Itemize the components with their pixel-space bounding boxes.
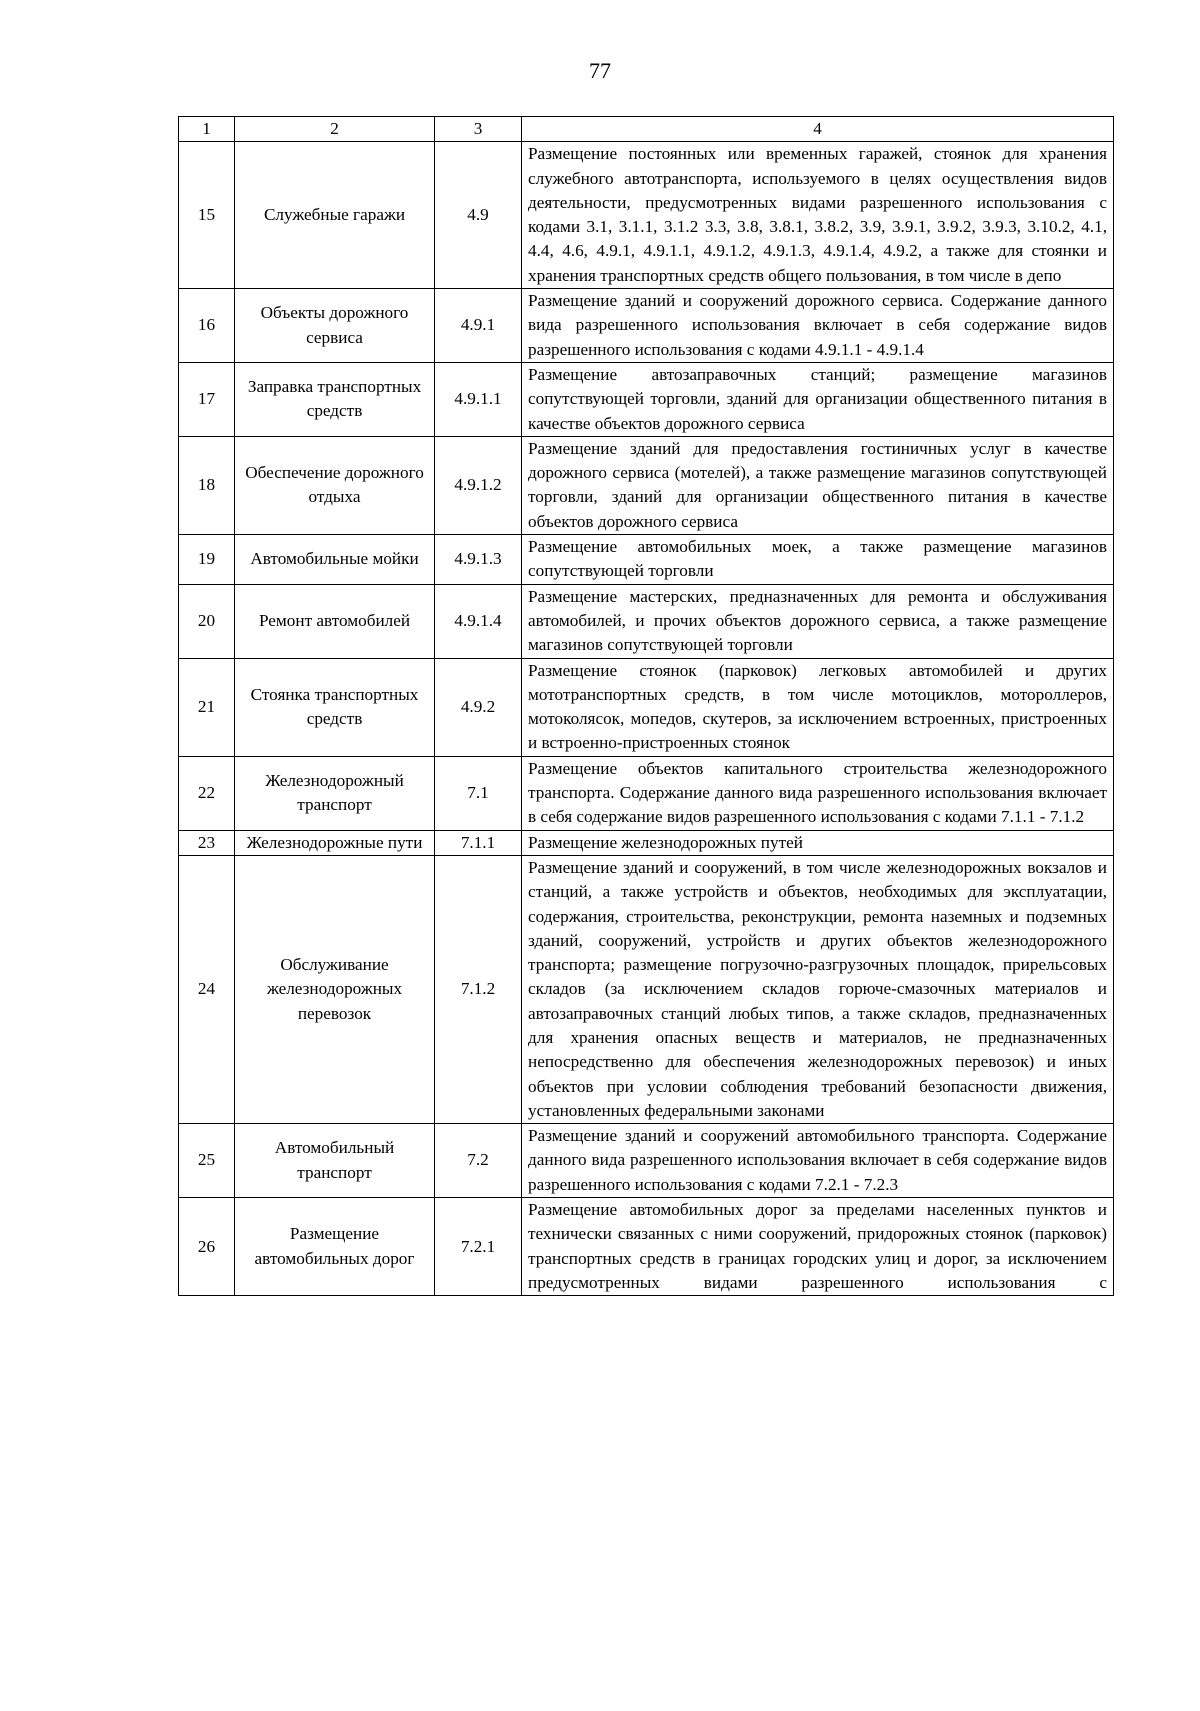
column-header: 2 [235, 117, 435, 142]
column-header: 1 [179, 117, 235, 142]
use-type-name: Автомобильные мойки [235, 535, 435, 585]
use-type-code: 7.2.1 [435, 1198, 522, 1296]
use-type-name: Железнодорожный транспорт [235, 756, 435, 830]
use-type-description: Размещение зданий и сооружений дорожного сервиса. Содержание данного вида разрешенного использования включает в себя содержание видов разрешенного использования с кодами 4.9.1.1 - 4.9.1.4 [522, 289, 1114, 363]
use-type-name: Заправка транспортных средств [235, 362, 435, 436]
use-type-name: Обеспечение дорожного отдыха [235, 436, 435, 534]
use-type-description: Размещение железнодорожных путей [522, 830, 1114, 855]
column-header: 4 [522, 117, 1114, 142]
table-row [179, 289, 1114, 363]
use-type-name: Ремонт автомобилей [235, 584, 435, 658]
use-type-name: Размещение автомобильных дорог [235, 1198, 435, 1296]
use-type-description: Размещение зданий и сооружений, в том числе железнодорожных вокзалов и станций, а также устройств и объектов, необходимых для эксплуатации, содержания, строительства, реконструкции, ремонта наземных и подземных зданий, сооружений, устройств и других объектов железнодорожного транспорта; размещение погрузочно-разгрузочных площадок, прирельсовых складов (за исключением складов горюче-смазочных материалов и автозаправочных станций любых типов, а также складов, предназначенных для хранения опасных веществ и материалов, не предназначенных непосредственно для обеспечения железнодорожных перевозок) и иных объектов при условии соблюдения требований безопасности движения, установленных федеральными законами [522, 855, 1114, 1123]
use-type-name: Стоянка транспортных средств [235, 658, 435, 756]
use-type-name: Железнодорожные пути [235, 830, 435, 855]
use-type-description: Размещение объектов капитального строительства железнодорожного транспорта. Содержание данного вида разрешенного использования включает в себя содержание видов разрешенного использования с кодами 7.1.1 - 7.1.2 [522, 756, 1114, 830]
use-type-description: Размещение автозаправочных станций; размещение магазинов сопутствующей торговли, зданий для организации общественного питания в качестве объектов дорожного сервиса [522, 362, 1114, 436]
table-row [179, 535, 1114, 585]
table-row [179, 855, 1114, 1123]
table-row [179, 756, 1114, 830]
land-use-table [178, 116, 1114, 1296]
use-type-code: 4.9.1.3 [435, 535, 522, 585]
table-row [179, 658, 1114, 756]
use-type-description: Размещение автомобильных моек, а также размещение магазинов сопутствующей торговли [522, 535, 1114, 585]
table-row [179, 584, 1114, 658]
row-number: 20 [179, 584, 235, 658]
page-number: 77 [589, 58, 611, 83]
row-number: 21 [179, 658, 235, 756]
row-number: 26 [179, 1198, 235, 1296]
table-row [179, 1198, 1114, 1296]
use-type-name: Служебные гаражи [235, 142, 435, 289]
use-type-name: Автомобильный транспорт [235, 1124, 435, 1198]
row-number: 25 [179, 1124, 235, 1198]
use-type-description: Размещение мастерских, предназначенных для ремонта и обслуживания автомобилей, и прочих объектов дорожного сервиса, а также размещение магазинов сопутствующей торговли [522, 584, 1114, 658]
use-type-code: 4.9.1 [435, 289, 522, 363]
table-row [179, 830, 1114, 855]
use-type-code: 7.1.2 [435, 855, 522, 1123]
table-row [179, 436, 1114, 534]
row-number: 19 [179, 535, 235, 585]
use-type-description: Размещение зданий для предоставления гостиничных услуг в качестве дорожного сервиса (мотелей), а также размещение магазинов сопутствующей торговли, зданий для организации общественного питания в качестве объектов дорожного сервиса [522, 436, 1114, 534]
table-row [179, 362, 1114, 436]
row-number: 22 [179, 756, 235, 830]
column-header: 3 [435, 117, 522, 142]
use-type-description: Размещение стоянок (парковок) легковых автомобилей и других мототранспортных средств, в том числе мотоциклов, мотороллеров, мотоколясок, мопедов, скутеров, за исключением встроенных, пристроенных и встроенно-пристроенных стоянок [522, 658, 1114, 756]
table-row [179, 1124, 1114, 1198]
row-number: 23 [179, 830, 235, 855]
use-type-description: Размещение постоянных или временных гаражей, стоянок для хранения служебного автотранспорта, используемого в целях осуществления видов деятельности, предусмотренных видами разрешенного использования с кодами 3.1, 3.1.1, 3.1.2 3.3, 3.8, 3.8.1, 3.8.2, 3.9, 3.9.1, 3.9.2, 3.9.3, 3.10.2, 4.1, 4.4, 4.6, 4.9.1, 4.9.1.1, 4.9.1.2, 4.9.1.3, 4.9.1.4, 4.9.2, а также для стоянки и хранения транспортных средств общего пользования, в том числе в депо [522, 142, 1114, 289]
use-type-name: Обслуживание железнодорожных перевозок [235, 855, 435, 1123]
use-type-description: Размещение автомобильных дорог за пределами населенных пунктов и технически связанных с ними сооружений, придорожных стоянок (парковок) транспортных средств в границах городских улиц и дорог, за исключением предусмотренных видами разрешенного использования с [522, 1198, 1114, 1296]
header-row [179, 117, 1114, 142]
row-number: 17 [179, 362, 235, 436]
use-type-code: 4.9.2 [435, 658, 522, 756]
table-row [179, 142, 1114, 289]
use-type-code: 4.9.1.1 [435, 362, 522, 436]
use-type-code: 7.1 [435, 756, 522, 830]
use-type-code: 4.9.1.2 [435, 436, 522, 534]
use-type-code: 7.2 [435, 1124, 522, 1198]
row-number: 18 [179, 436, 235, 534]
use-type-code: 4.9 [435, 142, 522, 289]
use-type-code: 7.1.1 [435, 830, 522, 855]
row-number: 15 [179, 142, 235, 289]
row-number: 16 [179, 289, 235, 363]
use-type-code: 4.9.1.4 [435, 584, 522, 658]
row-number: 24 [179, 855, 235, 1123]
use-type-name: Объекты дорожного сервиса [235, 289, 435, 363]
use-type-description: Размещение зданий и сооружений автомобильного транспорта. Содержание данного вида разрешенного использования включает в себя содержание видов разрешенного использования с кодами 7.2.1 - 7.2.3 [522, 1124, 1114, 1198]
